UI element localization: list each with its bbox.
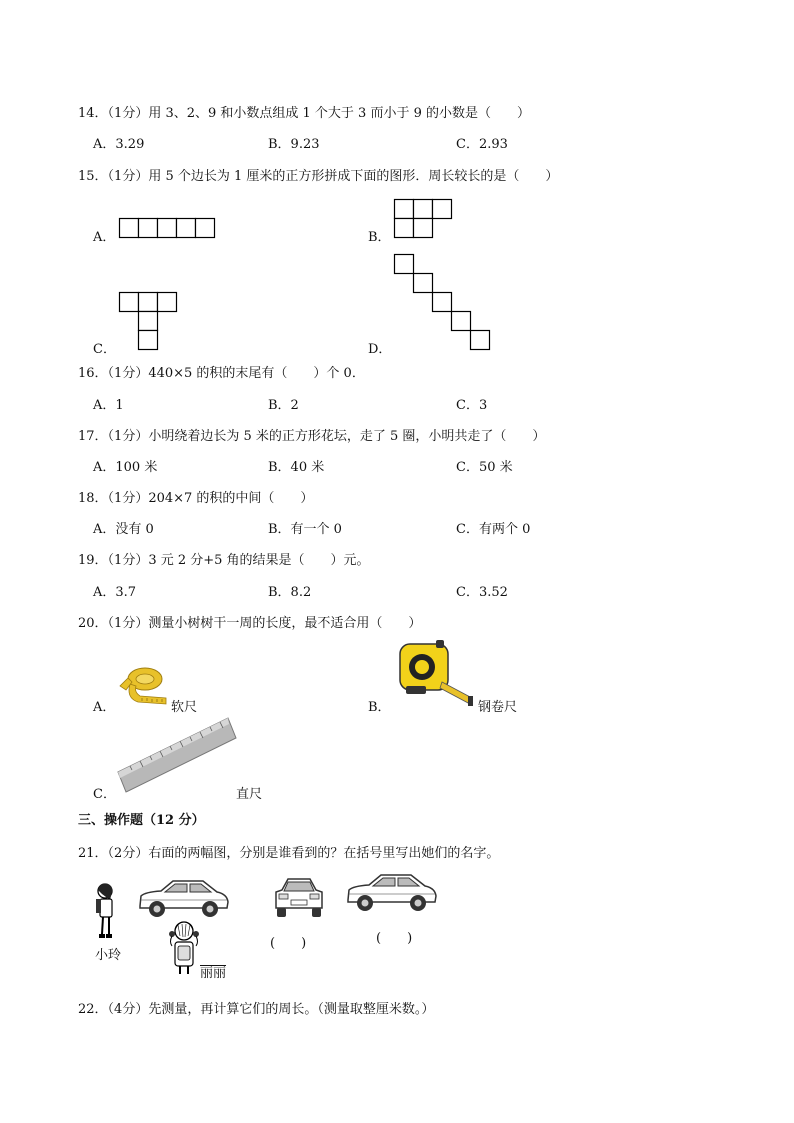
shape-d-figure <box>394 254 494 352</box>
q15-label-b: B． <box>368 230 391 245</box>
steel-tape-name: 钢卷尺 <box>478 700 518 715</box>
q22-stem: 22．（4分）先测量，再计算它们的周长。（测量取整厘米数。） <box>78 1002 435 1017</box>
shape-b-figure <box>394 199 454 239</box>
q16-option-b: B．2 <box>268 398 299 413</box>
q17-option-b: B．40 米 <box>268 460 325 475</box>
soft-tape-name: 软尺 <box>171 700 198 715</box>
q14-option-c: C．2.93 <box>456 137 508 152</box>
girl-lili-name: 丽丽 <box>200 966 227 981</box>
q18-option-c: C．有两个 0 <box>456 522 531 537</box>
shape-a-figure <box>119 218 217 238</box>
q20-stem: 20．（1分）测量小树树干一周的长度，最不适合用（ ） <box>78 616 422 631</box>
q18-stem: 18．（1分）204×7 的积的中间（ ） <box>78 491 314 506</box>
q14-option-a: A．3.29 <box>93 137 145 152</box>
q15-label-a: A． <box>93 230 116 245</box>
q19-option-c: C．3.52 <box>456 585 508 600</box>
shape-c-figure <box>119 292 179 352</box>
girl-xiaoling-figure <box>92 882 120 942</box>
q16-stem: 16．（1分）440×5 的积的末尾有（ ）个 0． <box>78 366 365 381</box>
q17-option-a: A．100 米 <box>93 460 158 475</box>
q21-stem: 21．（2分）右面的两幅图，分别是谁看到的？在括号里写出她们的名字。 <box>78 846 500 861</box>
q18-option-b: B．有一个 0 <box>268 522 342 537</box>
q19-stem: 19．（1分）3 元 2 分+5 角的结果是（ ）元。 <box>78 553 370 568</box>
q17-option-c: C．50 米 <box>456 460 513 475</box>
car-side-view-image-2 <box>345 872 439 914</box>
steel-tape-measure-image <box>392 640 476 714</box>
q15-label-c: C． <box>93 342 116 357</box>
soft-tape-measure-image <box>118 664 168 710</box>
q16-option-a: A．1 <box>93 398 124 413</box>
answer-blank-2[interactable]: ( ) <box>376 931 413 946</box>
car-front-view-image <box>272 876 326 920</box>
straight-ruler-image <box>116 716 238 792</box>
car-side-view-image <box>137 878 231 920</box>
q15-stem: 15．（1分）用 5 个边长为 1 厘米的正方形拼成下面的图形．周长较长的是（ ） <box>78 169 559 184</box>
q17-stem: 17．（1分）小明绕着边长为 5 米的正方形花坛，走了 5 圈，小明共走了（ ） <box>78 429 546 444</box>
ruler-name: 直尺 <box>236 787 263 802</box>
q19-option-a: A．3.7 <box>93 585 137 600</box>
girl-xiaoling-name: 小玲 <box>95 948 122 963</box>
q20-label-c: C． <box>93 787 116 802</box>
q20-label-b: B． <box>368 700 391 715</box>
q19-option-b: B．8.2 <box>268 585 312 600</box>
q15-label-d: D． <box>368 342 392 357</box>
q18-option-a: A．没有 0 <box>93 522 154 537</box>
q20-label-a: A． <box>93 700 116 715</box>
q16-option-c: C．3 <box>456 398 488 413</box>
q14-option-b: B．9.23 <box>268 137 320 152</box>
q14-stem: 14．（1分）用 3、2、9 和小数点组成 1 个大于 3 而小于 9 的小数是（ ） <box>78 106 530 121</box>
answer-blank-1[interactable]: ( ) <box>270 936 307 951</box>
section-3-title: 三、操作题（12 分） <box>78 813 205 828</box>
girl-lili-figure <box>166 920 202 978</box>
